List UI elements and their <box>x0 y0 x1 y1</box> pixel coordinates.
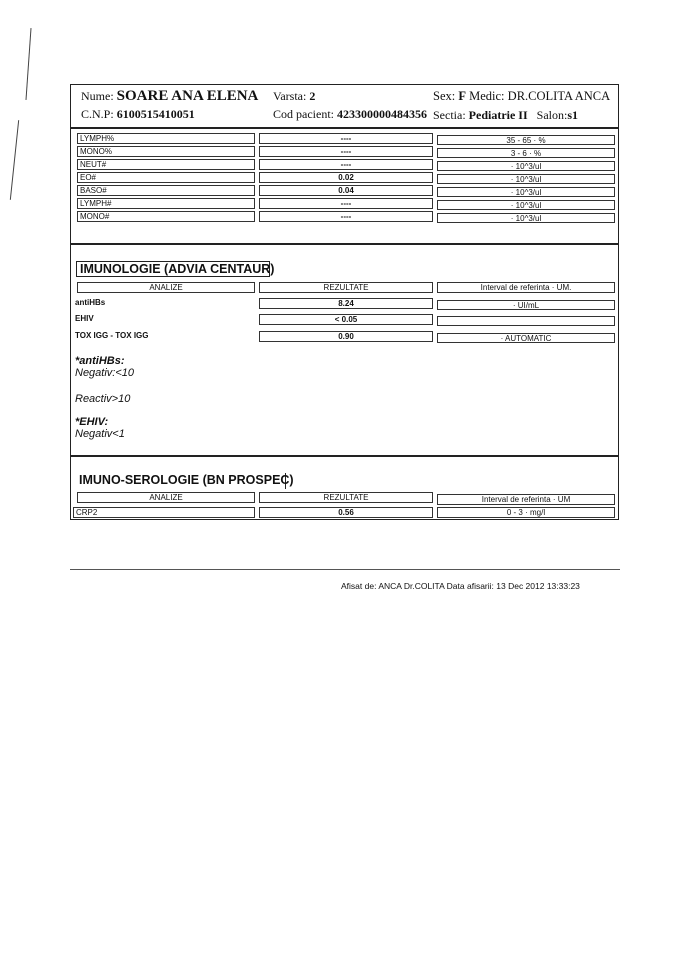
note-text: Negativ<1 <box>75 428 125 440</box>
analysis-name: TOX IGG - TOX IGG <box>75 331 149 340</box>
analysis-result: 0.04 <box>259 185 433 196</box>
column-header-rezultate: REZULTATE <box>259 492 433 503</box>
column-header-analize: ANALIZE <box>77 492 255 503</box>
note-title: *EHIV: <box>75 416 109 428</box>
patient-code: Cod pacient: 423300000484356 <box>273 107 427 121</box>
analysis-result: < 0.05 <box>259 314 433 325</box>
analysis-name: MONO% <box>77 146 255 157</box>
footer-divider <box>70 569 620 570</box>
margin-pen-mark <box>10 120 19 200</box>
reference-note <box>75 416 125 440</box>
reference-interval: · 10^3/ul <box>437 200 615 210</box>
analysis-result: ---- <box>259 146 433 157</box>
table-row <box>71 507 620 518</box>
analysis-name: LYMPH% <box>77 133 255 144</box>
column-header-interval: Interval de referinta · UM. <box>437 282 615 293</box>
analysis-name: antiHBs <box>75 298 106 307</box>
patient-header <box>70 84 619 128</box>
table-row <box>71 146 620 157</box>
column-header-analize: ANALIZE <box>77 282 255 293</box>
section-title: IMUNOLOGIE (ADVIA CENTAUR) <box>76 261 270 277</box>
display-info-footer: Afisat de: ANCA Dr.COLITA Data afisarii: 13 Dec 2012 13:33:23 <box>341 581 580 591</box>
patient-name: Nume: SOARE ANA ELENA <box>81 88 259 104</box>
margin-pen-mark <box>25 28 31 100</box>
patient-age: Varsta: 2 <box>273 89 316 103</box>
table-row <box>71 172 620 183</box>
patient-cnp: C.N.P: 6100515410051 <box>81 107 195 121</box>
note-title: *antiHBs: <box>75 355 125 367</box>
column-header-rezultate: REZULTATE <box>259 282 433 293</box>
reference-interval: · AUTOMATIC <box>437 333 615 343</box>
analysis-result: 0.02 <box>259 172 433 183</box>
table-row <box>71 314 620 325</box>
reference-interval: 0 - 3 · mg/l <box>437 507 615 518</box>
reference-interval: 3 - 6 · % <box>437 148 615 158</box>
table-row <box>71 211 620 222</box>
analysis-name: NEUT# <box>77 159 255 170</box>
analysis-result: 0.56 <box>259 507 433 518</box>
analysis-result: ---- <box>259 198 433 209</box>
reference-interval: · 10^3/ul <box>437 174 615 184</box>
column-header-interval: Interval de referinta · UM <box>437 494 615 505</box>
analysis-name: EO# <box>77 172 255 183</box>
imunologie-section <box>70 244 619 456</box>
reference-note <box>75 355 134 379</box>
analysis-name: CRP2 <box>73 507 255 518</box>
table-row <box>71 159 620 170</box>
reference-note <box>75 393 130 405</box>
note-text: Negativ:<10 <box>75 367 135 379</box>
analysis-name: MONO# <box>77 211 255 222</box>
reference-interval: 35 - 65 · % <box>437 135 615 145</box>
analysis-result: 8.24 <box>259 298 433 309</box>
section-title: IMUNO-SEROLOGIE (BN PROSPEC) <box>76 473 286 489</box>
analysis-result: ---- <box>259 159 433 170</box>
reference-interval: · 10^3/ul <box>437 161 615 171</box>
note-text: Reactiv>10 <box>75 393 131 405</box>
table-row <box>71 298 620 309</box>
reference-interval: · 10^3/ul <box>437 213 615 223</box>
table-row <box>71 185 620 196</box>
analysis-result: ---- <box>259 211 433 222</box>
table-row <box>71 198 620 209</box>
hematology-section <box>70 128 619 244</box>
patient-sex-medic: Sex: F Medic: DR.COLITA ANCA <box>433 89 611 103</box>
analysis-result: ---- <box>259 133 433 144</box>
reference-interval <box>437 316 615 326</box>
analysis-result: 0.90 <box>259 331 433 342</box>
analysis-name: BASO# <box>77 185 255 196</box>
analysis-name: EHIV <box>75 314 94 323</box>
reference-interval: · 10^3/ul <box>437 187 615 197</box>
reference-interval: · UI/mL <box>437 300 615 310</box>
analysis-name: LYMPH# <box>77 198 255 209</box>
table-row <box>71 133 620 144</box>
serologie-section <box>70 456 619 520</box>
table-row <box>71 331 620 342</box>
patient-ward: Sectia: Pediatrie II Salon:s1 <box>433 108 578 122</box>
